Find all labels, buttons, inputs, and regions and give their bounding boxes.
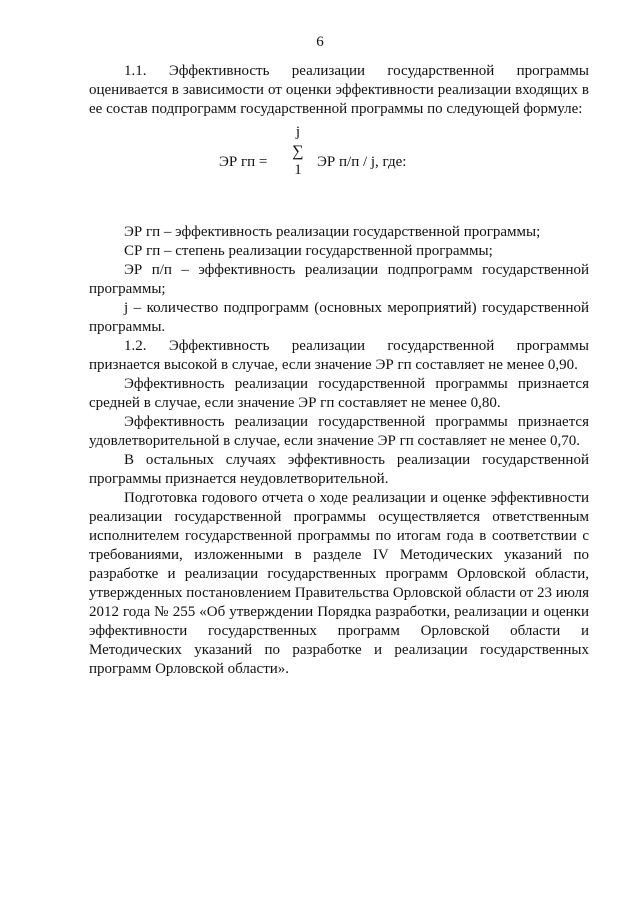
definition-er-pp: ЭР п/п – эффективность реализации подпрограмм государственной программы;: [89, 262, 589, 297]
definition-er-gp: ЭР гп – эффективность реализации государственной программы;: [124, 224, 541, 240]
formula-sum: [291, 123, 305, 180]
page-number: 6: [316, 34, 324, 50]
paragraph-annual-report: Подготовка годового отчета о ходе реализации и оценке эффективности реализации государственной программы осуществляется ответственным исполнителем государственной программы по итогам года в соответствии с требованиями, изложенными в разделе IV Методических указаний по разработке и реализации государственных программ Орловской области, утвержденных постановлением Правительства Орловской области от 23 июля 2012 года № 255 «Об утверждении Порядка разработки, реализации и оценки эффективности государственных программ Орловской области и Методических указаний по разработке и реализации государственных программ Орловской области».: [89, 490, 589, 677]
formula-lhs: ЭР гп =: [219, 154, 268, 170]
efficiency-formula: [89, 123, 589, 209]
sum-symbol: ∑: [292, 143, 304, 160]
paragraph-medium: Эффективность реализации государственной программы признается средней в случае, если значение ЭР гп составляет не менее 0,80.: [89, 376, 589, 411]
formula-rhs: ЭР п/п / j, где:: [317, 154, 407, 170]
paragraph-1-1: 1.1. Эффективность реализации государственной программы оценивается в зависимости от оценки эффективности реализации входящих в ее состав подпрограмм государственной программы по следующей формуле:: [89, 63, 589, 117]
sum-upper-limit: j: [295, 124, 301, 140]
sum-lower-limit: 1: [294, 162, 302, 178]
definition-sr-gp: СР гп – степень реализации государственной программы;: [124, 243, 493, 259]
paragraph-unsatisfactory: В остальных случаях эффективность реализации государственной программы признается неудовлетворительной.: [89, 452, 589, 487]
document-body: [89, 62, 589, 679]
definition-j: j – количество подпрограмм (основных мероприятий) государственной программы.: [89, 300, 589, 335]
paragraph-satisfactory: Эффективность реализации государственной программы признается удовлетворительной в случае, если значение ЭР гп составляет не менее 0,70.: [89, 414, 589, 449]
paragraph-1-2: 1.2. Эффективность реализации государственной программы признается высокой в случае, если значение ЭР гп составляет не менее 0,90.: [89, 338, 589, 373]
